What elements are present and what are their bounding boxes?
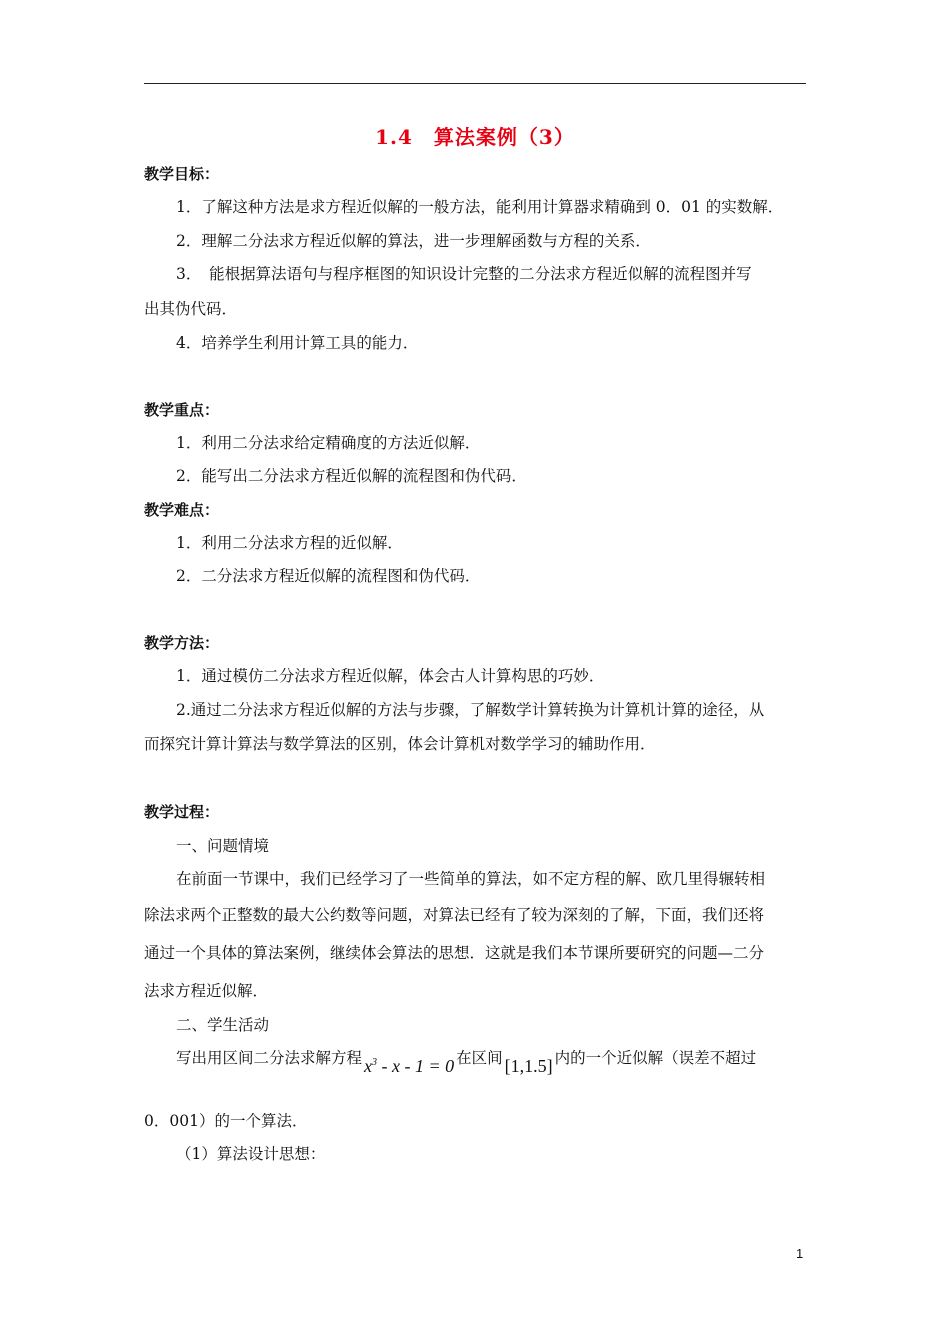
key-points-heading: 教学重点： — [144, 401, 220, 419]
activity-line-continued: 0．001）的一个算法． — [144, 1112, 308, 1130]
objective-item: 2．理解二分法求方程近似解的算法，进一步理解函数与方程的关系． — [176, 232, 651, 250]
key-point-item: 1．利用二分法求给定精确度的方法近似解． — [176, 434, 481, 452]
difficulty-item: 1．利用二分法求方程的近似解． — [176, 534, 403, 552]
process-heading: 教学过程： — [144, 803, 220, 821]
method-item: 1．通过模仿二分法求方程近似解，体会古人计算构思的巧妙． — [176, 667, 605, 685]
equation-exponent: 3 — [372, 1057, 378, 1068]
paragraph-line: 通过一个具体的算法案例，继续体会算法的思想．这就是我们本节课所要研究的问题—二分 — [144, 944, 765, 962]
objectives-heading: 教学目标： — [144, 165, 220, 183]
section-title: 二、学生活动 — [176, 1016, 270, 1034]
step-heading: （1）算法设计思想： — [176, 1145, 326, 1163]
equation-rest: - x - 1 = 0 — [377, 1056, 455, 1076]
objective-item: 1．了解这种方法是求方程近似解的一般方法，能利用计算器求精确到 0．01 的实数解． — [176, 198, 784, 216]
equation — [364, 1056, 454, 1076]
page-title: 1.4 算法案例（3） — [375, 125, 575, 149]
method-item-continued: 而探究计算计算法与数学算法的区别，体会计算机对数学学习的辅助作用． — [144, 735, 656, 753]
method-item: 2.通过二分法求方程近似解的方法与步骤，了解数学计算转换为计算机计算的途径，从 — [176, 701, 765, 719]
key-point-item: 2．能写出二分法求方程近似解的流程图和伪代码． — [176, 467, 527, 485]
objective-item: 3． 能根据算法语句与程序框图的知识设计完整的二分法求方程近似解的流程图并写 — [176, 265, 752, 283]
paragraph-line: 除法求两个正整数的最大公约数等问题，对算法已经有了较为深刻的了解，下面，我们还将 — [144, 906, 765, 924]
activity-text: 内的一个近似解（误差不超过 — [554, 1049, 757, 1067]
page-number: 1 — [796, 1246, 804, 1261]
difficulties-heading: 教学难点： — [144, 501, 220, 519]
header-rule — [144, 83, 806, 84]
activity-line — [176, 1046, 806, 1076]
section-title: 一、问题情境 — [176, 837, 270, 855]
interval: [1,1.5] — [504, 1056, 553, 1076]
paragraph-line: 在前面一节课中，我们已经学习了一些简单的算法，如不定方程的解、欧几里得辗转相 — [176, 870, 766, 888]
paragraph-line: 法求方程近似解． — [144, 982, 269, 1000]
equation-variable: x — [364, 1056, 373, 1076]
objective-item: 4．培养学生利用计算工具的能力． — [176, 334, 419, 352]
difficulty-item: 2．二分法求方程近似解的流程图和伪代码． — [176, 567, 481, 585]
activity-text: 在区间 — [456, 1049, 503, 1067]
activity-text: 写出用区间二分法求解方程 — [176, 1049, 363, 1067]
objective-item-continued: 出其伪代码． — [144, 300, 238, 318]
methods-heading: 教学方法： — [144, 634, 220, 652]
